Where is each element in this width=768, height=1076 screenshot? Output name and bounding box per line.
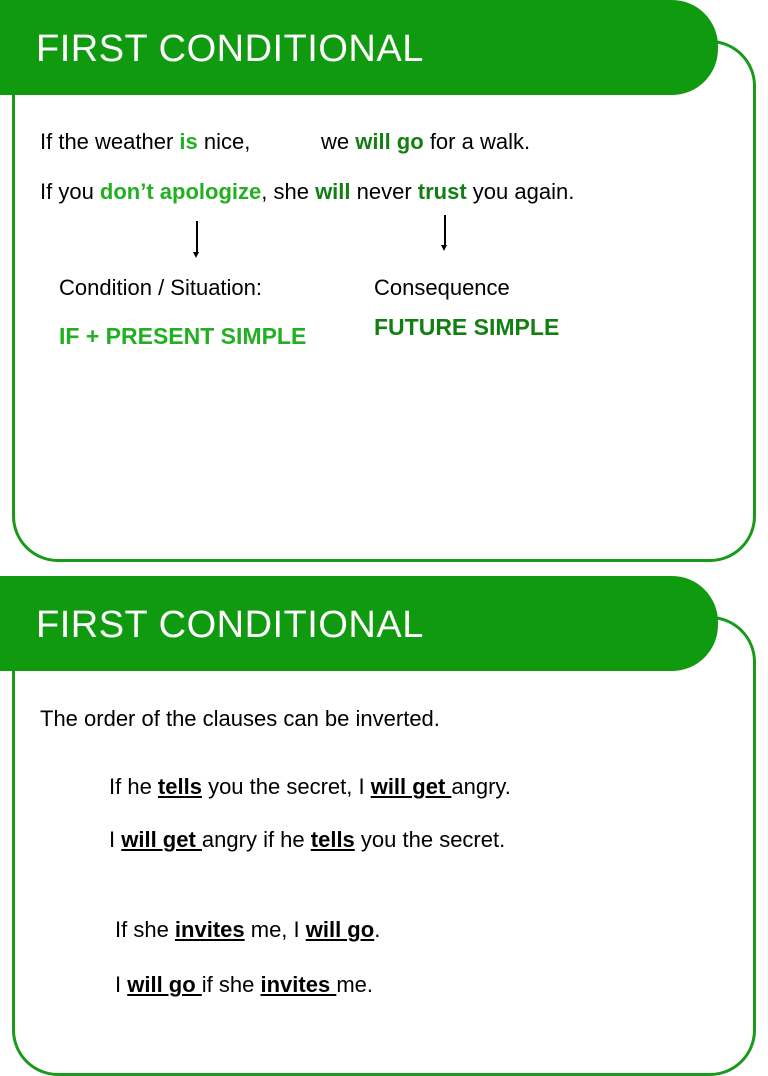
consequence-label: Consequence (374, 275, 510, 300)
title-banner (0, 576, 718, 671)
verb-tells: tells (157, 774, 202, 799)
verb-dont-apologize: don’t apologize (99, 179, 262, 204)
down-arrow-icon (192, 221, 202, 259)
verb-tells: tells (310, 827, 355, 852)
slide-first-conditional-2 (0, 576, 768, 1024)
condition-formula: IF + PRESENT SIMPLE (59, 323, 307, 349)
verb-invites: invites (260, 972, 337, 997)
slide-title: FIRST CONDITIONAL (36, 28, 424, 70)
verb-will-go: will go (305, 917, 375, 942)
intro-text: The order of the clauses can be inverted. (40, 706, 440, 731)
verb-will-get: will get (121, 827, 202, 852)
verb-is: is (179, 129, 198, 154)
example-sentence-tells-if-second: I will get angry if he tells you the secret. (109, 827, 506, 852)
example-sentence-weather-condition: If the weather is nice, (40, 129, 251, 154)
condition-label: Condition / Situation: (59, 275, 263, 300)
slide-title: FIRST CONDITIONAL (36, 604, 424, 646)
example-sentence-apologize: If you don’t apologize, she will never trust you again. (40, 179, 575, 204)
example-sentence-invites-if-first: If she invites me, I will go. (115, 917, 381, 942)
consequence-formula: FUTURE SIMPLE (374, 314, 560, 340)
example-sentence-weather-consequence: we will go for a walk. (321, 129, 531, 154)
slide-frame (12, 40, 756, 562)
verb-will-go: will go (127, 972, 202, 997)
verb-will: will (315, 179, 351, 204)
verb-trust: trust (417, 179, 467, 204)
verb-will-go: will go (355, 129, 424, 154)
down-arrow-icon (440, 215, 450, 253)
verb-invites: invites (174, 917, 245, 942)
title-banner (0, 0, 718, 95)
verb-will-get: will get (370, 774, 452, 799)
example-sentence-tells-if-first: If he tells you the secret, I will get angry. (109, 774, 511, 799)
example-sentence-invites-if-second: I will go if she invites me. (115, 972, 373, 997)
